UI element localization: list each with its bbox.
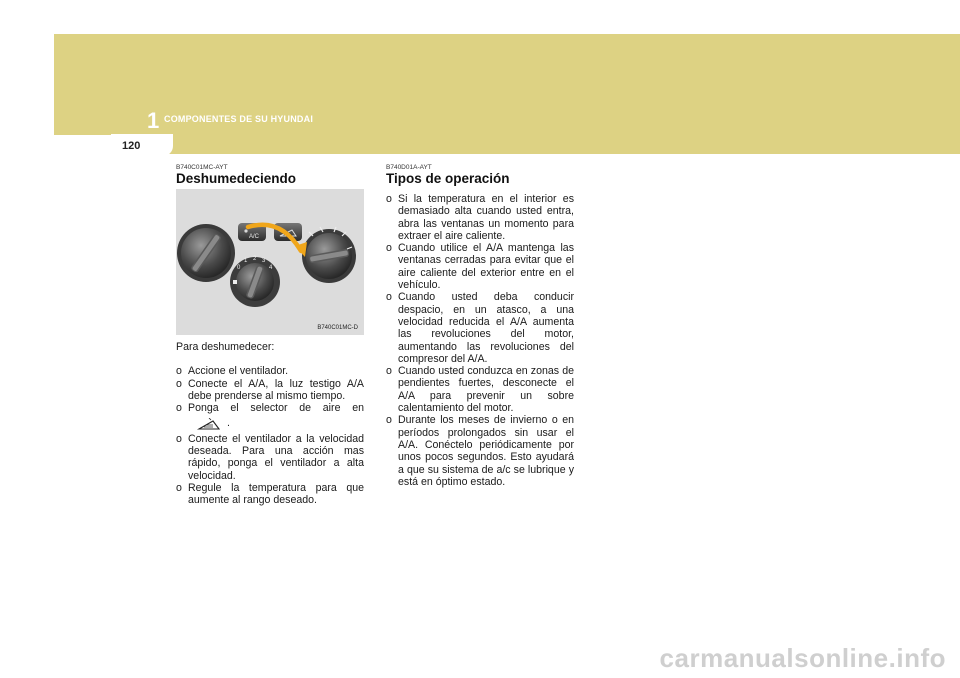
list-item-text: Cuando usted conduzca en zonas de pendientes fuertes, desconecte el A/A para prevenir un sobre calentamiento del motor.	[398, 365, 574, 415]
list-item	[386, 193, 574, 242]
list-item-text: Si la temperatura en el interior es demasiado alta cuando usted entra, abra las ventanas un momento para extraer el aire caliente.	[398, 193, 574, 242]
fan-speed-label-2: 2	[253, 256, 257, 262]
defrost-mode-icon	[196, 418, 224, 430]
figure-caption: B740C01MC-D	[317, 325, 358, 331]
list-item-continuation	[176, 417, 364, 429]
climate-panel-illustration	[176, 189, 364, 335]
list-item	[176, 482, 364, 507]
fan-speed-label-4: 4	[269, 265, 273, 271]
bullet-marker: o	[386, 242, 392, 255]
page-number: 120	[122, 140, 141, 152]
chapter-title: COMPONENTES DE SU HYUNDAI	[164, 114, 314, 124]
climate-control-figure	[176, 189, 364, 335]
chapter-number: 1	[147, 108, 160, 133]
selector-suffix: .	[226, 417, 230, 430]
page-badge	[111, 134, 173, 156]
bullet-marker: o	[386, 365, 392, 378]
bullet-marker: o	[386, 414, 392, 427]
list-item-text: Regule la temperatura para que aumente al rango deseado.	[188, 481, 364, 507]
bullet-marker: o	[176, 377, 182, 390]
list-item	[386, 242, 574, 291]
temperature-knob	[177, 224, 235, 282]
bullet-marker: o	[176, 481, 182, 494]
list-item-text: Accione el ventilador.	[188, 365, 289, 378]
list-item	[176, 378, 364, 403]
bullet-marker: o	[176, 432, 182, 445]
fan-speed-label-0: 0	[237, 265, 241, 271]
list-item-text: Cuando usted deba conducir despacio, en un atasco, a una velocidad reducida el A/A aumenta las revoluciones del motor, aumentando las revoluciones del compresor del A/A.	[398, 291, 574, 365]
heading-deshumedeciendo: Deshumedeciendo	[176, 171, 297, 186]
right-body	[386, 193, 574, 488]
intro-text: Para deshumedecer:	[176, 341, 275, 353]
list-item	[176, 365, 364, 377]
bullet-marker: o	[386, 193, 392, 205]
section-code-right: B740D01A-AYT	[386, 164, 432, 171]
bullet-marker: o	[386, 291, 392, 304]
list-item-text: Cuando utilice el A/A mantenga las ventanas cerradas para evitar que el aire caliente del exterior entre en el vehículo.	[398, 242, 574, 292]
bullet-marker: o	[176, 365, 182, 378]
section-code-left: B740C01MC-AYT	[176, 164, 228, 171]
list-item-text: Durante los meses de invierno o en períodos prolongados sin usar el A/A. Conéctelo periódicamente por unos pocos segundos. Esto ayudará a que su sistema de a/c se lubrique y está en óptimo estado.	[398, 414, 574, 488]
list-item-text: Conecte el A/A, la luz testigo A/A debe prenderse al mismo tiempo.	[188, 377, 364, 402]
fan-speed-label-1: 1	[244, 258, 248, 264]
heading-tipos-de-operacion: Tipos de operación	[386, 171, 510, 186]
list-item	[386, 291, 574, 365]
list-item	[386, 414, 574, 488]
header-tab	[111, 134, 960, 154]
list-item-text: Conecte el ventilador a la velocidad deseada. Para una acción mas rápido, ponga el ventilador a alta velocidad.	[188, 432, 364, 482]
ac-label: A/C	[249, 234, 260, 240]
list-item	[176, 433, 364, 482]
fan-speed-label-3: 3	[262, 258, 266, 264]
list-item	[176, 402, 364, 414]
watermark: carmanualsonline.info	[659, 643, 946, 673]
list-item-text: Ponga el selector de aire en	[188, 402, 364, 415]
left-body	[176, 341, 364, 507]
bullet-marker: o	[176, 402, 182, 415]
list-item	[386, 365, 574, 414]
